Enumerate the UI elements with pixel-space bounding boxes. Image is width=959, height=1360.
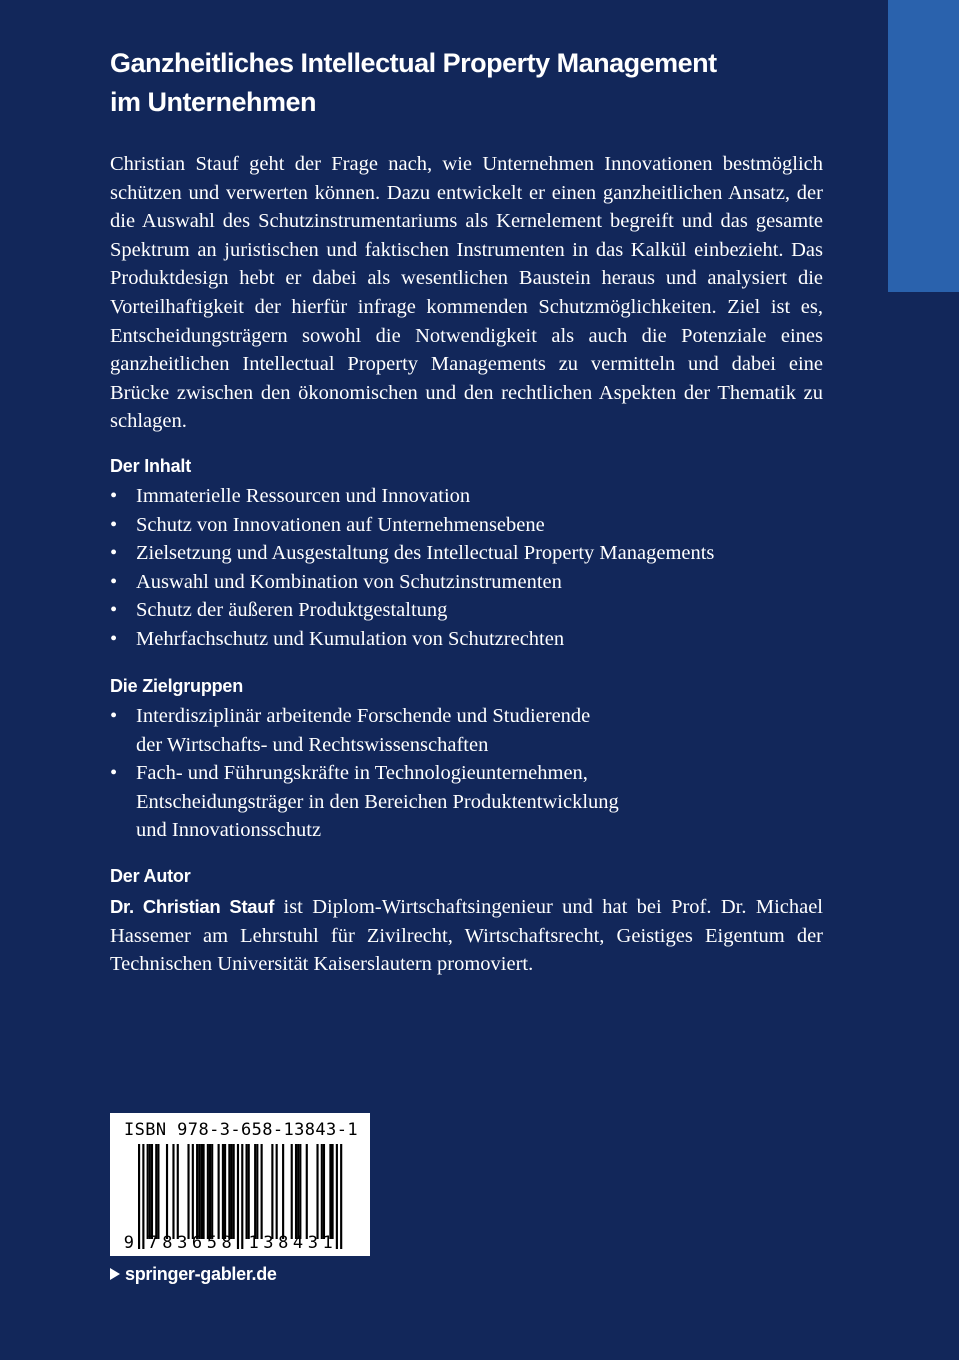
accent-tab [888,0,959,292]
barcode-digits: 783658 [147,1233,232,1253]
barcode-bar [209,1144,211,1239]
barcode-bar [142,1144,144,1249]
barcode-bar [246,1144,248,1239]
barcode-bar [149,1144,151,1239]
book-title-line-2: im Unternehmen [110,87,317,117]
barcode-bar [299,1144,301,1239]
barcode-bar [228,1144,230,1239]
bullet: • [110,570,118,593]
barcode-bar [340,1144,342,1249]
barcode-bar [291,1144,293,1239]
barcode-bar [261,1144,263,1239]
audience-item [110,702,619,759]
barcode-bar [218,1144,220,1239]
barcode-bar [233,1144,235,1239]
barcode-bar [230,1144,232,1239]
isbn-label: ISBN 978-3-658-13843-1 [124,1120,358,1140]
barcode-bar [200,1144,202,1239]
barcode-bar [177,1144,179,1239]
book-title [110,44,810,122]
barcode-bar [207,1144,209,1239]
barcode-bar [211,1144,213,1239]
author-bio: ist Diplom-Wirtschaftsingenieur und hat bei Prof. Dr. Michael Hassemer am Lehrstuhl für Zivilrecht, Wirtschaftsrecht, Geistiges Eigentum der Technischen Universität Kaiserslautern promoviert. [110,896,824,976]
contents-item-text: Mehrfachschutz und Kumulation von Schutzrechten [136,627,565,650]
contents-item [110,482,714,511]
barcode-bar [276,1144,278,1239]
barcode-bar [306,1144,308,1239]
author-name: Dr. Christian Stauf [110,896,275,917]
contents-item-text: Schutz der äußeren Produktgestaltung [136,599,448,622]
contents-item [110,568,714,597]
bullet: • [110,513,118,536]
bullet: • [110,599,118,622]
barcode-bar [332,1144,334,1239]
barcode-bar [282,1144,284,1239]
audience-heading: Die Zielgruppen [110,676,244,696]
contents-item-text: Zielsetzung und Ausgestaltung des Intellectual Property Managements [136,542,715,565]
barcode-bar [256,1144,258,1239]
audience-item [110,759,619,845]
barcode-bar [172,1144,174,1239]
barcode-bar [321,1144,323,1239]
contents-item [110,596,714,625]
audience-item-line: und Innovationsschutz [136,819,322,842]
barcode-bar [295,1144,297,1239]
bullet: • [110,762,118,785]
barcode-bar [196,1144,198,1239]
bullet: • [110,542,118,565]
publisher-website-text: springer-gabler.de [125,1264,277,1284]
barcode-bar [297,1144,299,1239]
contents-item-text: Schutz von Innovationen auf Unternehmensebene [136,513,545,536]
triangle-right-icon [110,1268,120,1280]
barcode-bar [323,1144,325,1239]
barcode-bar [203,1144,205,1239]
barcode-bar [248,1144,250,1239]
barcode-bar [147,1144,149,1239]
audience-item-line: Fach- und Führungskräfte in Technologieunternehmen, [136,762,588,785]
intro-paragraph: Christian Stauf geht der Frage nach, wie Unternehmen Innovationen bestmöglich schützen und verwerten können. Dazu entwickelt er einen ganzheitlichen Ansatz, der die Auswahl des Schutzinstrumentariums als Kernelement begreift und das gesamte Spektrum an juristischen und faktischen Instrumenten in das Kalkül einbezieht. Das Produktdesign hebt er dabei als wesentlichen Baustein heraus und analysiert die Vorteilhaftigkeit der hierfür infrage kommenden Schutzmöglichkeiten. Ziel ist es, Entscheidungsträgern sowohl die Notwendigkeit als auch die Potenziale eines ganzheitlichen Intellectual Property Managements zu vermitteln und dabei eine Brücke zwischen den ökonomischen und den rechtlichen Aspekten der Thematik zu schlagen. [110,153,823,433]
bullet: • [110,705,118,727]
barcode [110,1113,370,1256]
book-title-line-1: Ganzheitliches Intellectual Property Management [110,48,717,78]
barcode-bar [222,1144,224,1239]
barcode-bar [198,1144,200,1239]
barcode-bar [316,1144,318,1239]
contents-list [110,482,714,654]
barcode-bar [271,1144,273,1239]
audience-item-line: Interdisziplinär arbeitende Forschende und Studierende [136,705,591,727]
barcode-bar [237,1144,239,1249]
barcode-bar [192,1144,194,1239]
barcode-bar [157,1144,159,1239]
barcode-bar [155,1144,157,1239]
contents-item-text: Auswahl und Kombination von Schutzinstrumenten [136,570,562,593]
bullet: • [110,485,118,507]
barcode-bar [166,1144,168,1239]
barcode-digits: 9 [123,1233,134,1253]
barcode-bar [336,1144,338,1249]
contents-item-text: Immaterielle Ressourcen und Innovation [136,485,471,507]
barcode-panel [110,1113,370,1256]
contents-heading: Der Inhalt [110,456,192,476]
barcode-bar [329,1144,331,1239]
barcode-bar [224,1144,226,1239]
author-paragraph [110,893,823,979]
audience-item-line: Entscheidungsträger in den Bereichen Produktentwicklung [136,790,619,813]
author-heading: Der Autor [110,866,191,886]
contents-item [110,539,714,568]
barcode-bar [151,1144,153,1239]
barcode-bar [254,1144,256,1239]
contents-item [110,511,714,540]
barcode-bar [241,1144,243,1249]
audience-item-line: der Wirtschafts- und Rechtswissenschaften [136,733,489,756]
audience-list [110,702,619,845]
barcode-digits: 138431 [248,1233,333,1253]
publisher-website-link[interactable] [110,1262,277,1286]
bullet: • [110,627,118,650]
barcode-bar [138,1144,140,1249]
barcode-bar [187,1144,189,1239]
contents-item [110,625,714,654]
